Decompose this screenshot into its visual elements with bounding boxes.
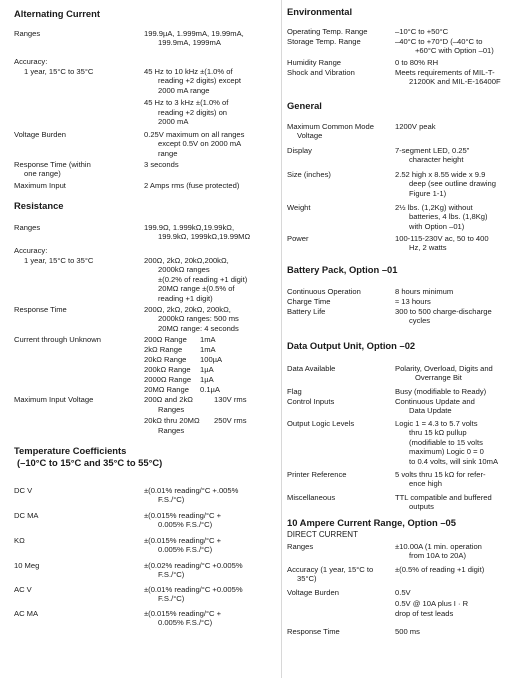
spec-value xyxy=(144,561,276,580)
spec-value-line: Hz, 2 watts xyxy=(409,243,447,253)
spec-value xyxy=(395,542,509,561)
spec-value xyxy=(144,223,276,242)
spec-value-line: ence high xyxy=(409,479,442,489)
spec-value-line: drop of test leads xyxy=(395,608,454,618)
spec-value xyxy=(395,588,509,618)
spec-label: Control Inputs xyxy=(287,397,335,406)
spec-value: 500 ms xyxy=(395,627,420,636)
table-cell: Ranges xyxy=(158,426,185,435)
spec-value xyxy=(395,170,509,198)
table-cell: 1mA xyxy=(200,335,216,344)
spec-value xyxy=(395,37,509,56)
spec-value-line: 20MΩ range: 4 seconds xyxy=(158,323,239,333)
spec-label: Charge Time xyxy=(287,297,331,306)
section-title-general: General xyxy=(287,100,322,111)
spec-value: 1200V peak xyxy=(395,122,436,131)
section-title-environmental: Environmental xyxy=(287,6,353,17)
spec-value xyxy=(144,256,276,303)
spec-label xyxy=(287,122,392,141)
spec-label: Miscellaneous xyxy=(287,493,336,502)
spec-label: AC V xyxy=(14,585,32,594)
spec-label: Display xyxy=(287,146,312,155)
spec-value xyxy=(144,486,276,505)
spec-label: Accuracy: xyxy=(14,57,48,66)
spec-value-line: ±(0.015% reading/°C + xyxy=(144,536,222,545)
section-title-resistance: Resistance xyxy=(14,200,64,211)
spec-value-line: F.S./°C) xyxy=(158,495,185,505)
spec-value-line: to 0.4 volts, will sink 10mA xyxy=(409,456,499,466)
spec-label: 10 Meg xyxy=(14,561,40,570)
spec-value-line: 5 volts thru 15 kΩ for refer- xyxy=(395,470,486,479)
spec-value-line: from 10A to 20A) xyxy=(409,551,466,561)
spec-value-line: reading +2 digits) except xyxy=(158,76,241,86)
spec-value xyxy=(395,146,509,165)
table-cell: 200Ω and 2kΩ xyxy=(144,395,193,404)
spec-value-line: 2000kΩ ranges: 500 ms xyxy=(158,314,239,324)
spec-value-line: +60°C with Option –01) xyxy=(415,46,494,56)
table-cell: 2kΩ Range xyxy=(144,345,183,354)
table-cell: 20kΩ Range xyxy=(144,355,187,364)
spec-value-line: thru 15 kΩ pullup xyxy=(409,428,467,438)
spec-value-line: Meets requirements of MIL-T- xyxy=(395,68,495,77)
spec-label: 1 year, 15°C to 35°C xyxy=(24,67,94,76)
spec-value xyxy=(144,130,276,158)
column-divider xyxy=(281,0,282,678)
table-cell: 20kΩ thru 20MΩ xyxy=(144,416,200,425)
spec-label xyxy=(287,565,392,584)
spec-label: DC V xyxy=(14,486,33,495)
spec-value-line: character height xyxy=(409,155,464,165)
spec-value-line: Data Update xyxy=(409,406,452,416)
spec-value xyxy=(144,511,276,530)
spec-value-line: 0.5V @ 10A plus I · R xyxy=(395,599,469,609)
spec-value: Busy (modifiable to Ready) xyxy=(395,387,487,396)
spec-label: Voltage Burden xyxy=(287,588,339,597)
spec-label: DC MA xyxy=(14,511,39,520)
spec-value: 0 to 80% RH xyxy=(395,58,439,67)
spec-value xyxy=(144,609,276,628)
table-cell: 20MΩ Range xyxy=(144,385,189,394)
spec-value-line: Polarity, Overload, Digits and xyxy=(395,364,493,373)
spec-value-line: deep (see outline drawing xyxy=(409,179,496,189)
spec-value xyxy=(395,234,509,253)
spec-label xyxy=(14,160,138,179)
spec-value: –10°C to +50°C xyxy=(395,27,449,36)
spec-label: Printer Reference xyxy=(287,470,347,479)
spec-value-line: 0.005% F.S./°C) xyxy=(158,545,213,555)
spec-value-line: 20MΩ range ±(0.5% of xyxy=(158,284,235,294)
spec-value-line: ±(0.015% reading/°C + xyxy=(144,609,222,618)
spec-label: Storage Temp. Range xyxy=(287,37,361,46)
table-cell: 1mA xyxy=(200,345,216,354)
spec-value-line: 199.9µA, 1.999mA, 19.99mA, xyxy=(144,29,244,38)
table-cell: 200kΩ Range xyxy=(144,365,191,374)
spec-value xyxy=(395,470,509,489)
spec-value-line: 100-115-230V ac, 50 to 400 xyxy=(395,234,489,243)
spec-label: AC MA xyxy=(14,609,39,618)
spec-value-line: 300 to 500 charge-discharge xyxy=(395,307,492,316)
table-cell: 1µA xyxy=(200,365,214,374)
section-title-data-output-unit: Data Output Unit, Option –02 xyxy=(287,340,416,351)
spec-label: Shock and Vibration xyxy=(287,68,355,77)
spec-value: 8 hours minimum xyxy=(395,287,454,296)
table-cell: 0.1µA xyxy=(200,385,220,394)
spec-label: Output Logic Levels xyxy=(287,419,355,428)
spec-value-line: outputs xyxy=(409,502,434,512)
spec-value xyxy=(144,536,276,555)
spec-value-line: 199.9mA, 1999mA xyxy=(158,38,221,48)
spec-value-line: 7-segment LED, 0.25” xyxy=(395,146,470,155)
spec-value xyxy=(144,305,276,333)
spec-value-line: 21200K and MIL-E-16400F xyxy=(409,77,501,87)
spec-label: Data Available xyxy=(287,364,336,373)
spec-label-line: one range) xyxy=(24,169,61,179)
spec-value-line: F.S./°C) xyxy=(158,570,185,580)
spec-label-line: Accuracy (1 year, 15°C to xyxy=(287,565,374,574)
spec-value xyxy=(395,364,509,383)
spec-label: Continuous Operation xyxy=(287,287,361,296)
spec-value-line: 0.005% F.S./°C) xyxy=(158,520,213,530)
spec-value-line: 0.5V xyxy=(395,588,411,597)
spec-value-line: 199.9kΩ, 1999kΩ,19.99MΩ xyxy=(158,232,251,242)
spec-value-line: (modifiable to 15 volts xyxy=(409,437,483,447)
spec-value-line: ±10.00A (1 min. operation xyxy=(395,542,482,551)
spec-label: Maximum Input xyxy=(14,181,66,190)
spec-value-line: ±(0.01% reading/°C +.005% xyxy=(144,486,239,495)
spec-value xyxy=(395,493,509,512)
spec-label: Maximum Input Voltage xyxy=(14,395,94,404)
table-cell: 250V rms xyxy=(214,416,247,425)
spec-value-line: except 0.5V on 2000 mA xyxy=(158,139,242,149)
spec-value-line: –40°C to +70°D (–40°C to xyxy=(395,37,483,46)
spec-label: Ranges xyxy=(14,29,41,38)
spec-value-line: 2000 mA xyxy=(158,117,189,127)
spec-label: Weight xyxy=(287,203,311,212)
spec-value xyxy=(144,67,276,126)
spec-value-line: 199.9Ω, 1.999kΩ,19.99kΩ, xyxy=(144,223,235,232)
spec-value-line: ±(0.015% reading/°C + xyxy=(144,511,222,520)
spec-label: Voltage Burden xyxy=(14,130,66,139)
spec-value xyxy=(144,29,276,48)
section-title-alternating-current: Alternating Current xyxy=(14,8,100,19)
spec-value-line: Overrange Bit xyxy=(415,373,462,383)
table-cell: 200Ω Range xyxy=(144,335,187,344)
spec-value-line: Logic 1 = 4.3 to 5.7 volts xyxy=(395,419,478,428)
spec-value xyxy=(395,68,509,87)
section-title-line: (–10°C to 15°C and 35°C to 55°C) xyxy=(17,456,163,468)
spec-value-line: 2.52 high x 8.55 wide x 9.9 xyxy=(395,170,486,179)
spec-value-line: 45 Hz to 3 kHz ±(1.0% of xyxy=(144,98,229,108)
spec-value: 3 seconds xyxy=(144,160,179,169)
spec-value-line: cycles xyxy=(409,316,431,326)
spec-label: Ranges xyxy=(14,223,41,232)
spec-label-line: Voltage xyxy=(297,131,323,141)
spec-label: Current through Unknown xyxy=(14,335,101,344)
section-title-10-ampere: 10 Ampere Current Range, Option –05 xyxy=(287,517,456,528)
spec-label: KΩ xyxy=(14,536,25,545)
spec-label: Response Time xyxy=(14,305,67,314)
spec-value-line: 2000kΩ ranges xyxy=(158,265,210,275)
spec-value-line: ±(0.01% reading/°C +0.005% xyxy=(144,585,243,594)
spec-value-line: 0.005% F.S./°C) xyxy=(158,618,213,628)
spec-value xyxy=(395,397,509,416)
section-title-line: Temperature Coefficients xyxy=(14,445,127,456)
spec-value-line: 2000 mA range xyxy=(158,85,210,95)
spec-value xyxy=(395,419,509,466)
spec-value-line: 2½ lbs. (1,2Kg) without xyxy=(395,203,473,212)
spec-label-line: Maximum Common Mode xyxy=(287,122,374,131)
spec-value-line: reading +2 digits) on xyxy=(158,107,228,117)
spec-value: ≈ 13 hours xyxy=(395,297,431,306)
section-title-battery-pack: Battery Pack, Option –01 xyxy=(287,264,398,275)
spec-label: Ranges xyxy=(287,542,314,551)
table-cell: Ranges xyxy=(158,405,185,414)
spec-value-line: 200Ω, 2kΩ, 20kΩ,200kΩ, xyxy=(144,256,229,265)
table-cell: 2000Ω Range xyxy=(144,375,192,384)
spec-value xyxy=(144,585,276,604)
spec-value-line: Figure 1-1) xyxy=(409,188,447,198)
spec-label-line: Response Time (within xyxy=(14,160,91,169)
spec-label: Response Time xyxy=(287,627,340,636)
spec-value: 2 Amps rms (fuse protected) xyxy=(144,181,240,190)
subsection-title-direct-current: DIRECT CURRENT xyxy=(287,530,358,539)
spec-value xyxy=(395,307,509,326)
spec-value-line: reading +1 digit) xyxy=(158,293,213,303)
spec-value-line: 200Ω, 2kΩ, 20kΩ, 200kΩ, xyxy=(144,305,231,314)
spec-value-line: ±(0.02% reading/°C +0.005% xyxy=(144,561,243,570)
section-title-temperature-coefficients xyxy=(14,445,276,468)
spec-value-line: maximum) Logic 0 = 0 xyxy=(409,447,484,457)
spec-value-line: batteries, 4 lbs. (1,8Kg) xyxy=(409,212,488,222)
spec-value-line: Continuous Update and xyxy=(395,397,475,406)
spec-value xyxy=(395,203,509,231)
table-cell: 130V rms xyxy=(214,395,247,404)
spec-value-line: TTL compatible and buffered xyxy=(395,493,492,502)
spec-label: Battery Life xyxy=(287,307,326,316)
table-cell: 100µA xyxy=(200,355,223,364)
spec-label: Size (inches) xyxy=(287,170,331,179)
spec-value-line: ±(0.2% of reading +1 digit) xyxy=(158,274,248,284)
spec-label-line: 35°C) xyxy=(297,574,317,584)
spec-label: Flag xyxy=(287,387,302,396)
spec-value: ±(0.5% of reading +1 digit) xyxy=(395,565,485,574)
spec-label: Humidity Range xyxy=(287,58,342,67)
spec-value-line: F.S./°C) xyxy=(158,594,185,604)
spec-value-line: with Option –01) xyxy=(409,221,465,231)
spec-label: Accuracy: xyxy=(14,246,48,255)
spec-label: 1 year, 15°C to 35°C xyxy=(24,256,94,265)
spec-label: Power xyxy=(287,234,309,243)
spec-label: Operating Temp. Range xyxy=(287,27,368,36)
table-cell: 1µA xyxy=(200,375,214,384)
spec-value-line: 45 Hz to 10 kHz ±(1.0% of xyxy=(144,67,233,76)
spec-value-line: 0.25V maximum on all ranges xyxy=(144,130,245,139)
spec-value-line: range xyxy=(158,148,178,158)
